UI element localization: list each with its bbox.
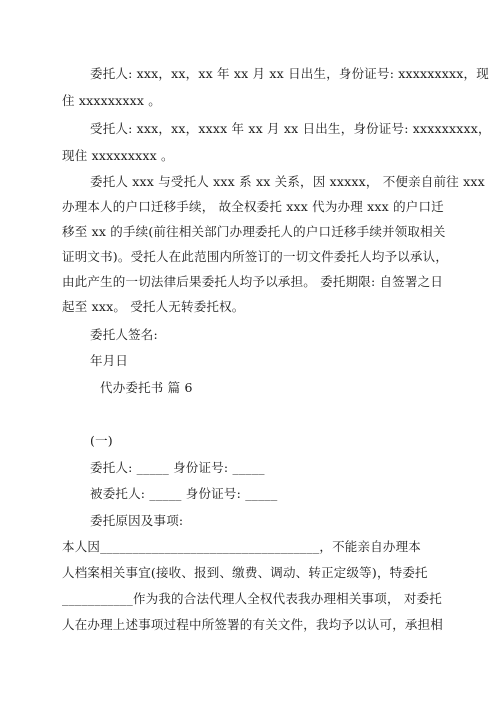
reason-paragraph-line-3: ___________作为我的合法代理人全权代表我办理相关事项， 对委托 [62,591,442,606]
reason-heading: 委托原因及事项: [90,513,184,528]
reason-paragraph-line-2: 人档案相关事宜(接收、报到、缴费、调动、转正定级等)，特委托 [62,565,428,580]
section-title: 代办委托书 篇 6 [100,380,193,395]
delegator-info-line-2: 住 xxxxxxxxx 。 [62,93,161,108]
commission-paragraph-line-5: 由此产生的一切法律后果委托人均予以承担。 委托期限: 自签署之日 [62,274,444,289]
commission-paragraph-line-1: 委托人 xxx 与受托人 xxx 系 xx 关系，因 xxxxx， 不便亲自前往 xxx [90,174,485,189]
delegatee-info-line-1: 受托人: xxx，xx，xxxx 年 xx 月 xx 日出生，身份证号: xxxxxxxxx， [90,121,491,136]
delegatee-id-line: 被委托人: _____ 身份证号: _____ [90,486,278,501]
commission-paragraph-line-6: 起至 xxx。 受托人无转委托权。 [62,299,245,314]
reason-paragraph-line-1: 本人因__________________________________，不能亲自办理本 [62,539,422,554]
signature-label: 委托人签名: [90,327,158,342]
reason-paragraph-line-4: 人在办理上述事项过程中所签署的有关文件，我均予以认可，承担相 [62,617,444,632]
delegator-id-line: 委托人: _____ 身份证号: _____ [90,460,265,475]
date-label: 年月日 [90,353,129,368]
part-marker: (一) [90,433,113,448]
commission-paragraph-line-4: 证明文书)。受托人在此范围内所签订的一切文件委托人均予以承认， [62,249,449,264]
commission-paragraph-line-3: 移至 xx 的手续(前往相关部门办理委托人的户口迁移手续并领取相关 [62,224,446,239]
commission-paragraph-line-2: 办理本人的户口迁移手续， 故全权委托 xxx 代为办理 xxx 的户口迁 [62,199,444,214]
delegatee-info-line-2: 现住 xxxxxxxxx 。 [62,148,174,163]
delegator-info-line-1: 委托人: xxx，xx，xx 年 xx 月 xx 日出生，身份证号: xxxxxxxxx，现 [90,66,489,81]
